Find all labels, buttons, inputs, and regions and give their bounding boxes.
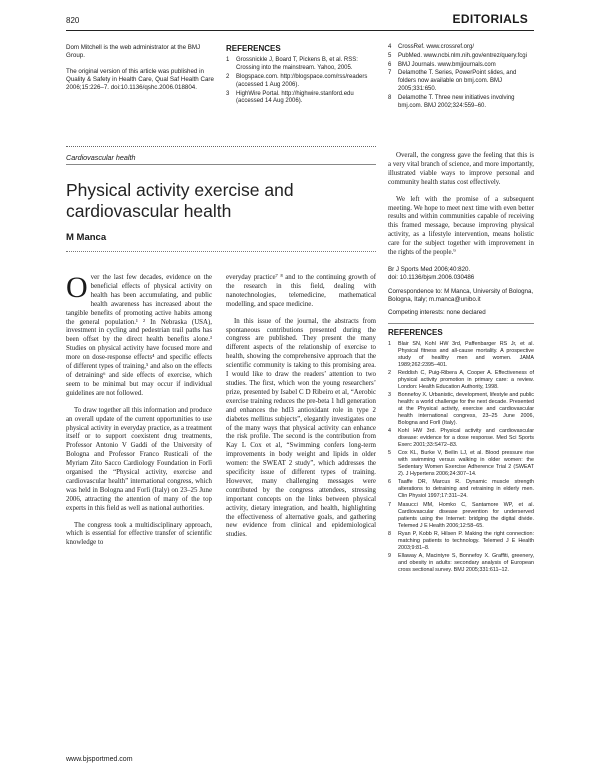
reference-number: 2: [388, 370, 391, 377]
references-heading: REFERENCES: [388, 327, 443, 337]
reference-item: [388, 553, 534, 574]
article-footer-info: [388, 266, 534, 318]
reference-text: Blogspace.com. http://blogspace.com/rss/readers (accessed 1 Aug 2006).: [236, 73, 368, 88]
reference-text: CrossRef. www.crossref.org/: [398, 44, 475, 50]
reference-item: [388, 392, 534, 427]
reference-number: 4: [388, 428, 391, 435]
doi-text: doi: 10.1136/bjsm.2006.030486: [388, 274, 475, 282]
reference-text: Grossnickle J, Board T, Pickens B, et al. RSS: Crossing into the mainstream. Yahoo, 2005.: [236, 57, 358, 72]
reference-text: Bonnefoy X. Urbanistic, development, lifestyle and public health: a world challenge for the next decade. Presented at the Physical activity, exercise and cardiovascular health international congress, 23–25 June 2006, Bologna and Forlì (Italy).: [398, 392, 534, 427]
reference-item: [388, 70, 534, 93]
original-version-note: The original version of this article was published in Quality & Safety in Health Care, Qual Saf Health Care 2006;15:226–7. doi:10.1136/qshc.2006.018804.: [66, 67, 214, 92]
section-divider: [66, 146, 376, 147]
reference-number: 6: [388, 479, 391, 486]
article-title: Physical activity exercise and cardiovascular health: [66, 180, 294, 221]
reference-text: HighWire Portal. http://highwire.stanford.edu (accessed 14 Aug 2006).: [236, 90, 354, 105]
body-paragraph: The congress took a multidisciplinary approach, which is essential for effective transfer of scientific knowledge to: [66, 521, 212, 547]
reference-text: Masucci MM, Homko C, Santamore WP, et al. Cardiovascular disease prevention for underserved patients using the Internet: bridging the digital divide. Telemed J E Health 2006;12:58–65.: [398, 501, 534, 529]
citation-text: Br J Sports Med 2006;40:820.: [388, 265, 471, 273]
previous-references-heading: REFERENCES: [226, 44, 281, 53]
reference-text: Kohl HW 3rd. Physical activity and cardiovascular disease: evidence for a dose response. Med Sci Sports Exerc 2001;33:S472–83.: [398, 428, 534, 449]
body-paragraph: everyday practice⁷ ⁸ and to the continuing growth of the research in this field, dealing with nanotechnologies, telemedicine, mathematical modelling, and space medicine.: [226, 274, 376, 308]
author-note: Dom Mitchell is the web administrator at the BMJ Group.: [66, 44, 201, 60]
reference-item: [388, 341, 534, 369]
reference-item: [388, 62, 534, 70]
previous-references-list-b: [388, 44, 534, 110]
reference-number: 3: [226, 90, 230, 97]
body-column-1: [66, 271, 212, 556]
reference-item: [388, 428, 534, 449]
reference-item: [388, 502, 534, 530]
competing-interests-note: Competing interests: none declared: [388, 309, 486, 317]
article-citation: [388, 266, 534, 283]
reference-text: Delamothe T. Series, PowerPoint slides, and folders now available on bmj.com. BMJ 2005;331:650.: [398, 70, 517, 92]
reference-number: 8: [388, 530, 391, 537]
reference-number: 1: [388, 341, 391, 348]
previous-references-list-a: [226, 57, 376, 106]
journal-website: www.bjsportmed.com: [66, 756, 133, 763]
section-label: EDITORIALS: [452, 12, 528, 26]
header-rule: [66, 30, 534, 31]
body-column-3: [388, 152, 534, 575]
reference-item: [388, 479, 534, 500]
page-number: 820: [66, 16, 80, 25]
reference-text: Ryan P, Kobb R, Hilsen P. Making the right connection: matching patients to technology. Telemed J E Health 2003;9:81–8.: [398, 530, 534, 551]
reference-item: [388, 370, 534, 391]
previous-references: [226, 44, 376, 107]
reference-item: [226, 57, 376, 73]
body-paragraph: We left with the promise of a subsequent meeting. We hope to meet next time with even better results and within communities capable of receiving this framed message, because improving physical activity, as a lifestyle intervention, means holistic care for the subject together with improvement in the rights of the people.⁹: [388, 195, 534, 257]
reference-number: 5: [388, 52, 392, 59]
previous-article-note: [66, 44, 216, 100]
reference-number: 7: [388, 70, 392, 77]
body-column-2: [226, 274, 376, 548]
reference-number: 1: [226, 57, 230, 64]
paragraph-text: ver the last few decades, evidence on the beneficial effects of physical activity on health has been accumulating, and public health awareness has increased about the tangible benefits of promoting active habits among the general population.¹ ² In Nebraska (USA), investment in cycling and pedestrian trail paths has been offset by the direct health benefits alone.³ Studies on physical activity have focused more and more on dose-response effects⁴ and specific effects of different types of training,⁵ and also on the effects of detraining⁶ and side effects of exercise, which seem to be minimal but may occur if individual guidelines are not followed.: [66, 274, 212, 397]
previous-references-continued: [388, 44, 534, 111]
article-references: [388, 328, 534, 574]
references-rule: [388, 323, 534, 324]
reference-text: Ellaway A, Macintyre S, Bonnefoy X. Graffiti, greenery, and obesity in adults: secondary analysis of European cross sectional survey. BMJ 2005;331:611–12.: [398, 552, 534, 573]
reference-item: [388, 450, 534, 478]
body-paragraph: Overall, the congress gave the feeling that this is a very vital branch of science, and more importantly, illustrated viable ways to improve personal and community health status cost effectively.: [388, 152, 534, 186]
reference-number: 4: [388, 44, 392, 50]
body-paragraph: In this issue of the journal, the abstracts from spontaneous contributions presented during the congress are published. They present the many different aspects of the relationship of exercise to health, showing the comprehensive approach that the scientific community is taking to this promising area. I would like to draw the readers’ attention to two studies. The first, which won the young researchers’ prize, presented by Isabel C D Ribeiro et al, “Aerobic exercise training reduces the pre-beta 1 hdl generation and enhances the hdl3 antioxidant role in type 2 diabetes mellitus subjects”, elegantly investigates one of the many ways that physical activity can enhance the risk profile. The second is the contribution from Kay L Cox et al, “Swimming confers long-term improvements in body weight and lipids in older women: the SWEAT 2 study”, which addresses the specificity issue of different types of training. However, many challenging messages were contributed by the congress attendees, stressing important concepts on the links between physical activity, dietary integration, and health, highlighting the effectiveness of alternative goals, and gathering new evidence from clinical and epidemiological studies.: [226, 317, 376, 539]
reference-text: PubMed. www.ncbi.nlm.nih.gov/entrez/query.fcgi: [398, 52, 527, 59]
author-rule: [66, 251, 376, 252]
reference-item: [226, 74, 376, 90]
reference-number: 2: [226, 73, 230, 80]
reference-item: [226, 91, 376, 107]
reference-text: BMJ Journals. www.bmjjournals.com: [398, 61, 496, 68]
correspondence-note: Correspondence to: M Manca, University of Bologna, Bologna, Italy; m.manca@unibo.it: [388, 287, 534, 304]
reference-item: [388, 95, 534, 111]
reference-number: 9: [388, 552, 391, 559]
body-paragraph: To draw together all this information and produce an overall update of the current opportunities to use physical activity in everyday practice, as a treatment itself or to support coexistent drug treatments, Professor Antonio V Gaddi of the University of Bologna and Professor Franco Rusticali of the Myriam Zito Sacco Cardiology Foundation in Forlì organised the “Physical activity, exercise and cardiovascular health” international congress, which was held in Bologna and Forlì (Italy) on 23–25 June 2006, attracting the attention of many of the top experts in this field as well as national authorities.: [66, 406, 212, 512]
reference-number: 6: [388, 61, 392, 68]
article-author: M Manca: [66, 232, 107, 243]
reference-text: Reddish C, Puig-Ribera A, Cooper A. Effectiveness of physical activity promotion in primary care: a review. London: Health Education Authority, 1998.: [398, 370, 534, 391]
topic-rule: [66, 164, 376, 165]
reference-item: [388, 531, 534, 552]
drop-cap: O: [66, 271, 88, 304]
reference-number: 5: [388, 450, 391, 457]
reference-text: Delamothe T. Three new initiatives involving bmj.com. BMJ 2002;324:559–60.: [398, 94, 515, 109]
reference-number: 3: [388, 392, 391, 399]
reference-item: [388, 44, 534, 52]
references-list: [388, 341, 534, 574]
reference-number: 8: [388, 94, 392, 101]
reference-number: 7: [388, 501, 391, 508]
body-paragraph: [66, 271, 212, 399]
topic-label: Cardiovascular health: [66, 153, 136, 162]
reference-item: [388, 53, 534, 61]
reference-text: Taaffe DR, Marcus R. Dynamic muscle strength alterations to detraining and retraining in elderly men. Clin Physiol 1997;17:311–24.: [398, 479, 534, 500]
reference-text: Cox KL, Burke V, Beilin LJ, et al. Blood pressure rise with swimming versus walking in older women: the Sedentary Women Exercise Adherence Trial 2 (SWEAT 2). J Hypertens 2006;24:307–14.: [398, 450, 534, 478]
reference-text: Blair SN, Kohl HW 3rd, Paffenbarger RS Jr, et al. Physical fitness and all-cause mortality. A prospective study of healthy men and women. JAMA 1989;262:2395–401.: [398, 341, 534, 369]
